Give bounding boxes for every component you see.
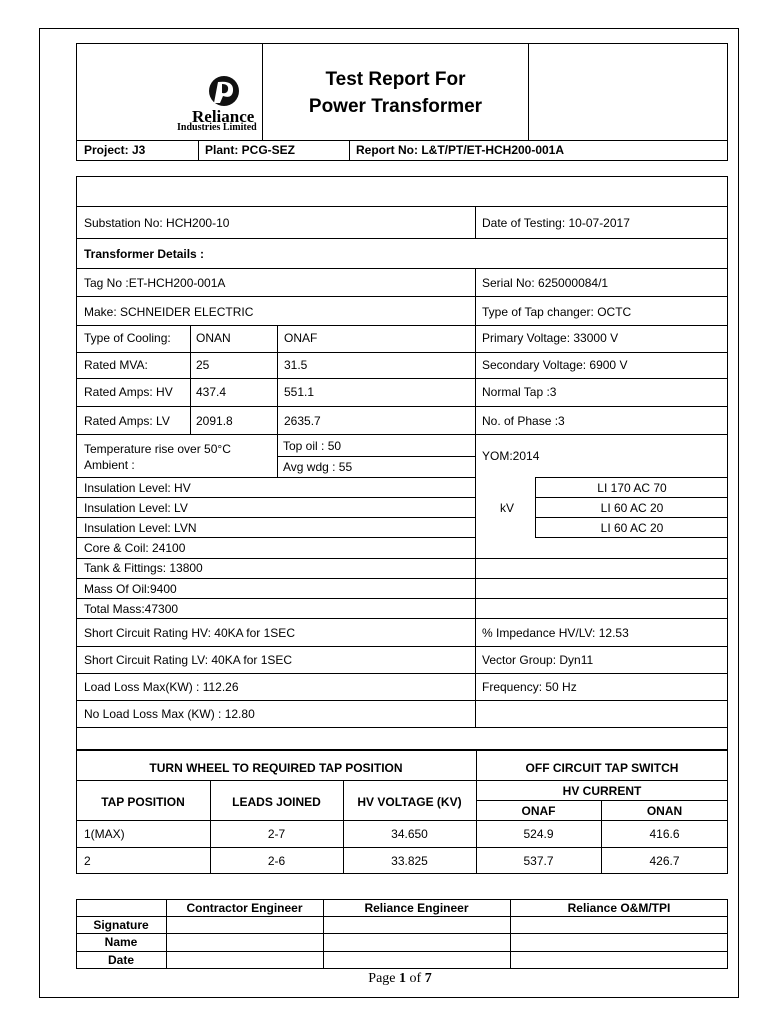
project-field: Project: J3: [84, 143, 146, 157]
col-reliance-engineer: Reliance Engineer: [364, 901, 469, 915]
onaf-cell: 524.9: [523, 827, 554, 841]
rated-amps-lv-onaf: 2635.7: [284, 414, 321, 428]
rated-amps-hv-label: Rated Amps: HV: [84, 385, 173, 399]
col-hv-voltage: HV VOLTAGE (KV): [357, 795, 462, 809]
col-onan: ONAN: [646, 804, 683, 818]
no-load-loss: No Load Loss Max (KW) : 12.80: [84, 707, 255, 721]
short-circuit-hv: Short Circuit Rating HV: 40KA for 1SEC: [84, 626, 295, 640]
make: Make: SCHNEIDER ELECTRIC: [84, 305, 254, 319]
transformer-details-heading: Transformer Details :: [84, 247, 205, 261]
col-reliance-om-tpi: Reliance O&M/TPI: [567, 901, 671, 915]
onaf-cell: 537.7: [523, 854, 554, 868]
core-coil-mass: Core & Coil: 24100: [84, 541, 186, 555]
insulation-lv: Insulation Level: LV: [84, 501, 188, 515]
tap-position-cell: 1(MAX): [84, 827, 125, 841]
cooling-label: Type of Cooling:: [84, 331, 171, 345]
plant-field: Plant: PCG-SEZ: [205, 143, 296, 157]
tap-changer-type: Type of Tap changer: OCTC: [482, 305, 632, 319]
rated-amps-lv-label: Rated Amps: LV: [84, 414, 170, 428]
tag-no: Tag No :ET-HCH200-001A: [84, 276, 226, 290]
logo-name: Reliance: [192, 107, 255, 126]
report-title-line1: Test Report For: [325, 69, 466, 90]
col-onaf: ONAF: [521, 804, 556, 818]
vector-group: Vector Group: Dyn11: [482, 653, 594, 667]
rated-mva-onaf: 31.5: [284, 358, 308, 372]
no-of-phase: No. of Phase :3: [482, 414, 565, 428]
rated-mva-label: Rated MVA:: [84, 358, 148, 372]
page-mid: of: [406, 971, 425, 986]
load-loss: Load Loss Max(KW) : 112.26: [84, 680, 239, 694]
substation-no: Substation No: HCH200-10: [84, 216, 230, 230]
insulation-hv: Insulation Level: HV: [84, 481, 191, 495]
frequency: Frequency: 50 Hz: [482, 680, 577, 694]
insulation-lvn-value: LI 60 AC 20: [600, 521, 664, 535]
primary-voltage: Primary Voltage: 33000 V: [482, 331, 619, 345]
tap-table-left-header: TURN WHEEL TO REQUIRED TAP POSITION: [149, 761, 403, 775]
rated-amps-hv-onaf: 551.1: [284, 385, 315, 399]
date-of-testing: Date of Testing: 10-07-2017: [482, 216, 630, 230]
insulation-unit: kV: [500, 501, 515, 515]
insulation-lvn: Insulation Level: LVN: [84, 521, 197, 535]
page-number: [300, 971, 500, 987]
rated-mva-onan: 25: [196, 358, 210, 372]
tap-position-cell: 2: [84, 854, 91, 868]
page-total: 7: [424, 971, 432, 986]
leads-joined-cell: 2-7: [267, 827, 286, 841]
cooling-onan: ONAN: [196, 331, 231, 345]
col-leads-joined: LEADS JOINED: [232, 795, 321, 809]
row-signature: Signature: [93, 918, 149, 932]
report-no-field: Report No: L&T/PT/ET-HCH200-001A: [356, 143, 565, 157]
top-oil: Top oil : 50: [283, 439, 342, 453]
temp-rise-label-2: Ambient :: [84, 458, 135, 472]
onan-cell: 416.6: [649, 827, 680, 841]
temp-rise-label-1: Temperature rise over 50°C: [84, 442, 231, 456]
page-current: 1: [399, 971, 407, 986]
onan-cell: 426.7: [649, 854, 680, 868]
avg-wdg: Avg wdg : 55: [283, 460, 353, 474]
page-prefix: Page: [368, 971, 400, 986]
hv-voltage-cell: 34.650: [391, 827, 428, 841]
col-hv-current: HV CURRENT: [562, 784, 642, 798]
cooling-onaf: ONAF: [284, 331, 318, 345]
rated-amps-hv-onan: 437.4: [196, 385, 227, 399]
tank-fittings-mass: Tank & Fittings: 13800: [84, 561, 203, 575]
oil-mass: Mass Of Oil:9400: [84, 582, 177, 596]
impedance: % Impedance HV/LV: 12.53: [482, 626, 629, 640]
hv-voltage-cell: 33.825: [391, 854, 428, 868]
tap-table-right-header: OFF CIRCUIT TAP SWITCH: [525, 761, 679, 775]
leads-joined-cell: 2-6: [267, 854, 286, 868]
logo-subtitle: Industries Limited: [177, 122, 257, 133]
normal-tap: Normal Tap :3: [482, 385, 557, 399]
rated-amps-lv-onan: 2091.8: [196, 414, 233, 428]
secondary-voltage: Secondary Voltage: 6900 V: [482, 358, 628, 372]
col-contractor-engineer: Contractor Engineer: [186, 901, 303, 915]
yom: YOM:2014: [482, 449, 540, 463]
report-title-line2: Power Transformer: [308, 96, 483, 117]
col-tap-position: TAP POSITION: [101, 795, 185, 809]
short-circuit-lv: Short Circuit Rating LV: 40KA for 1SEC: [84, 653, 293, 667]
total-mass: Total Mass:47300: [84, 602, 179, 616]
row-date: Date: [107, 953, 134, 967]
insulation-hv-value: LI 170 AC 70: [597, 481, 667, 495]
row-name: Name: [104, 935, 138, 949]
insulation-lv-value: LI 60 AC 20: [600, 501, 664, 515]
serial-no: Serial No: 625000084/1: [482, 276, 609, 290]
